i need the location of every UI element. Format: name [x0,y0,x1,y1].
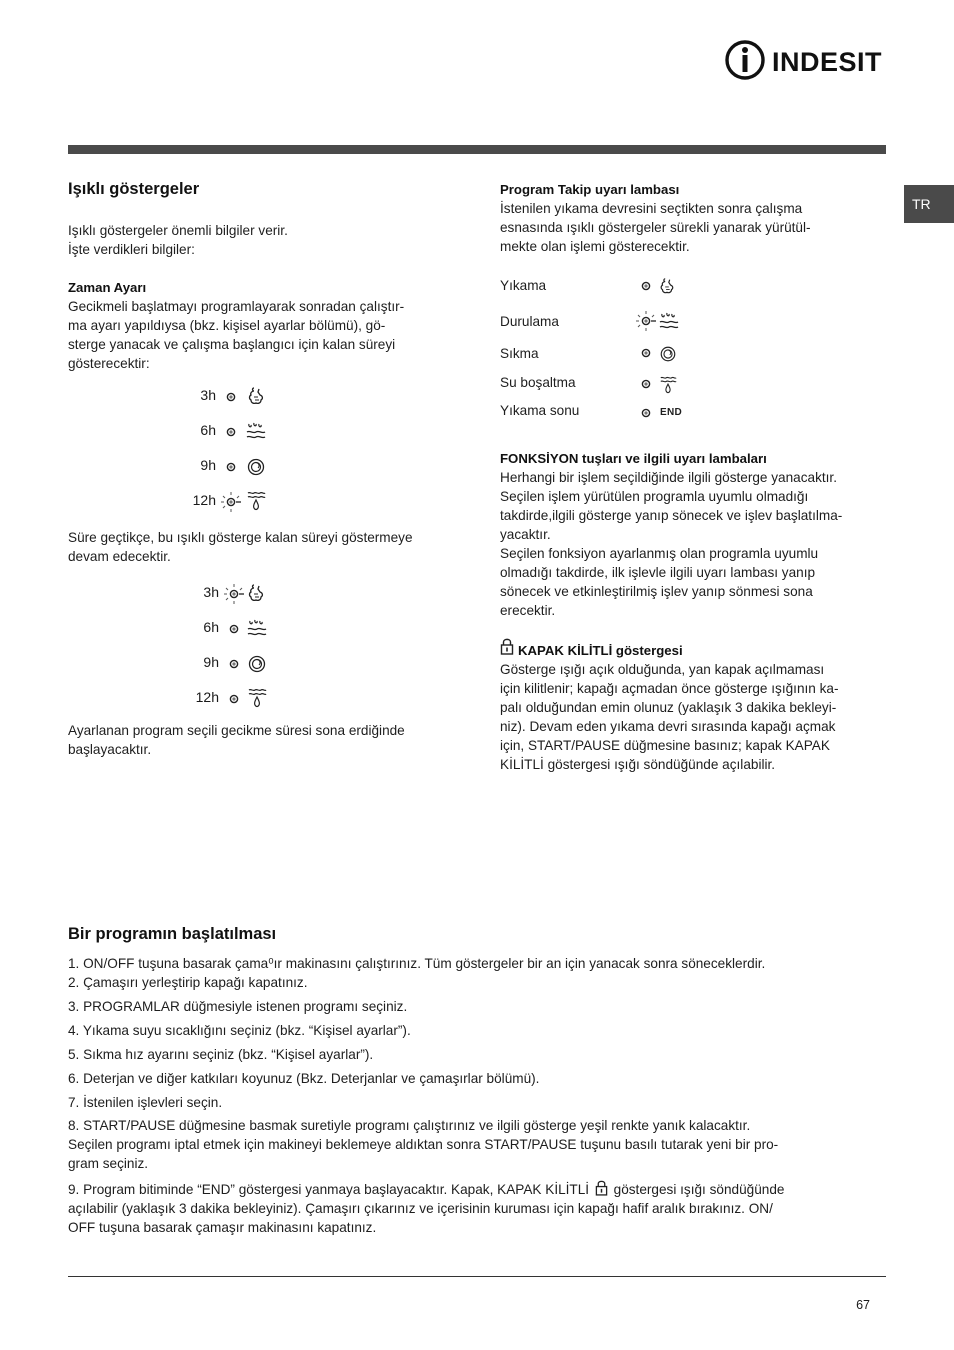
page-number: 67 [856,1298,870,1312]
delay-row-12h [193,687,283,711]
delay-label: 12h [192,492,216,508]
drain-icon [246,490,266,512]
text-line: Süre geçtikçe, bu ışıklı gösterge kalan süreyi göstermeye [68,530,413,545]
phase-row-wash [500,278,700,300]
spin-icon [247,654,267,674]
brand-logo [724,38,886,82]
phase-row-drain [500,375,700,397]
bottom-divider [68,1276,886,1277]
wash-icon [246,386,266,406]
phase-row-rinse [500,314,700,336]
text-line: Gecikmeli başlatmayı programlayarak sonradan çalıştır- [68,299,405,314]
text-line: Herhangi bir işlem seçildiğinde ilgili gösterge yanacaktır. [500,470,837,485]
text-line: sterge yanacak ve çalışma başlangıcı için kalan süreyi [68,337,396,352]
wash-icon [246,583,266,603]
delay-row-9h [193,652,283,676]
step-9-part-a: 9. Program bitiminde “END” göstergesi yanmaya başlayacaktır. Kapak, KAPAK KİLİTLİ [68,1182,590,1197]
step-1: 1. ON/OFF tuşuna basarak çama⁰ır makinasını çalıştırınız. Tüm göstergeler bir an için yanacak sonra söneceklerdir. [68,956,766,971]
led-icon [641,348,651,358]
text-line: erecektir. [500,603,556,618]
rinse-icon [246,618,268,638]
text-line: başlayacaktır. [68,742,152,757]
indicators-intro [68,221,468,259]
text-line: açılabilir (yaklaşık 3 dakika bekleyiniz). Çamaşırı çıkarınız ve içerisinin kuruması için kapağı hafif aralık bırakınız. ON/ [68,1201,773,1216]
wash-icon [658,277,676,295]
delay-row-6h [190,420,280,444]
delay-label: 12h [195,689,219,705]
drain-icon [247,687,267,709]
text-line: Ayarlanan program seçili gecikme süresi sona erdiğinde [68,723,405,738]
delay-row-6h [193,617,283,641]
zaman-heading: Zaman Ayarı [68,280,147,295]
brand-wordmark: INDESIT [772,47,883,77]
delay-label: 3h [200,387,216,403]
delay-indicator-group-1 [190,385,280,515]
text-line: gram seçiniz. [68,1156,149,1171]
rinse-icon [245,421,267,441]
delay-indicator-group-2 [193,582,283,712]
section-title-indicators: Işıklı göstergeler [68,180,200,198]
led-icon [641,281,651,291]
delay-row-3h [193,582,283,606]
zaman-text [68,297,468,373]
phase-row-end [500,403,700,425]
led-icon [226,462,236,472]
rinse-icon [658,311,680,331]
text-line [68,1179,886,1199]
text-line: İstenilen yıkama devresini seçtikten sonra çalışma [500,201,803,216]
end-label: END [660,407,683,418]
delay-label: 6h [203,619,219,635]
led-icon [226,392,236,402]
delay-row-3h [190,385,280,409]
language-tab: TR [904,185,954,223]
text-line: gösterecektir: [68,356,150,371]
led-icon [641,408,651,418]
top-divider [68,145,886,154]
section-title-start-program: Bir programın başlatılması [68,925,277,943]
phase-label: Yıkama sonu [500,403,580,418]
text-line: Gösterge ışığı açık olduğunda, yan kapak açılmaması [500,662,825,677]
text-line: devam edecektir. [68,549,171,564]
step-6: 6. Deterjan ve diğer katkıları koyunuz (Bkz. Deterjanlar ve çamaşırlar bölümü). [68,1071,540,1086]
blinking-led-icon [220,491,242,513]
blinking-led-icon [635,310,657,332]
phase-label: Yıkama [500,278,547,293]
phase-row-spin [500,346,700,368]
drain-icon [659,375,677,395]
step-5: 5. Sıkma hız ayarını seçiniz (bkz. “Kişisel ayarlar”). [68,1047,374,1062]
text-line: esnasında ışıklı göstergeler sürekli yanarak yürütül- [500,220,811,235]
lock-icon [500,637,514,655]
intro-line: İşte verdikleri bilgiler: [68,242,195,257]
phase-label: Durulama [500,314,559,329]
text-line: takdirde,ilgili gösterge yanıp sönecek ve işlev başlatılma- [500,508,843,523]
text-line: Seçilen programı iptal etmek için makineyi beklemeye aldıktan sonra START/PAUSE tuşunu basılı tutarak yeni bir pro- [68,1137,779,1152]
fonksiyon-text [500,468,886,620]
step-3: 3. PROGRAMLAR düğmesiyle istenen programı seçiniz. [68,999,408,1014]
text-line: OFF tuşuna basarak çamaşır makinasını kapatınız. [68,1220,377,1235]
delay-label: 6h [200,422,216,438]
text-line: Seçilen işlem yürütülen programla uyumlu olmadığı [500,489,809,504]
step-8 [68,1116,886,1173]
led-icon [229,659,239,669]
spin-icon [659,345,677,363]
fonksiyon-heading: FONKSİYON tuşları ve ilgili uyarı lambaları [500,451,767,466]
led-icon [229,624,239,634]
text-line: olmadığı takdirde, ilk işlevle ilgili uyarı lambası yanıp [500,565,816,580]
text-line: mekte olan işlemi gösterecektir. [500,239,690,254]
text-line: KİLİTLİ göstergesi ışığı söndüğünde açılabilir. [500,757,776,772]
delay-row-12h [190,490,280,514]
led-icon [229,694,239,704]
delay-label: 9h [203,654,219,670]
program-takip-heading: Program Takip uyarı lambası [500,182,680,197]
step-9-part-b: göstergesi ışığı söndüğünde [613,1182,785,1197]
text-line: yacaktır. [500,527,551,542]
led-icon [226,427,236,437]
spin-icon [246,457,266,477]
program-start-text [68,721,468,759]
phase-label: Su boşaltma [500,375,576,390]
step-4: 4. Yıkama suyu sıcaklığını seçiniz (bkz. “Kişisel ayarlar”). [68,1023,411,1038]
text-line: ma ayarı yapıldıysa (bkz. kişisel ayarlar bölümü), gö- [68,318,386,333]
delay-label: 9h [200,457,216,473]
text-line: 8. START/PAUSE düğmesine basmak suretiyle programı çalıştırınız ve ilgili gösterge yeşil renkte yanık kalacaktır. [68,1118,751,1133]
intro-line: Işıklı göstergeler önemli bilgiler verir. [68,223,288,238]
delay-row-9h [190,455,280,479]
delay-label: 3h [203,584,219,600]
text-line: palı olduğundan emin olunuz (yaklaşık 3 dakika bekleyi- [500,700,837,715]
program-takip-text [500,199,886,256]
text-line: sönecek ve etkinleştirilmiş işlev yanıp sönmesi sona [500,584,813,599]
kapak-text [500,660,886,774]
step-2: 2. Çamaşırı yerleştirip kapağı kapatınız. [68,975,308,990]
step-7: 7. İstenilen işlevleri seçin. [68,1095,223,1110]
phase-label: Sıkma [500,346,539,361]
text-line: Seçilen fonksiyon ayarlanmış olan programla uyumlu [500,546,819,561]
blinking-led-icon [223,583,245,605]
kapak-heading: KAPAK KİLİTLİ göstergesi [518,643,683,658]
text-line: niz). Devam eden yıkama devri sırasında kapağı açmak [500,719,836,734]
remaining-time-text [68,528,468,566]
text-line: için, START/PAUSE düğmesine basınız; kapak KAPAK [500,738,830,753]
led-icon [641,379,651,389]
step-9 [68,1179,886,1237]
lock-icon [595,1179,608,1196]
text-line: için kilitlenir; kapağı açmadan önce gösterge ışığının ka- [500,681,839,696]
